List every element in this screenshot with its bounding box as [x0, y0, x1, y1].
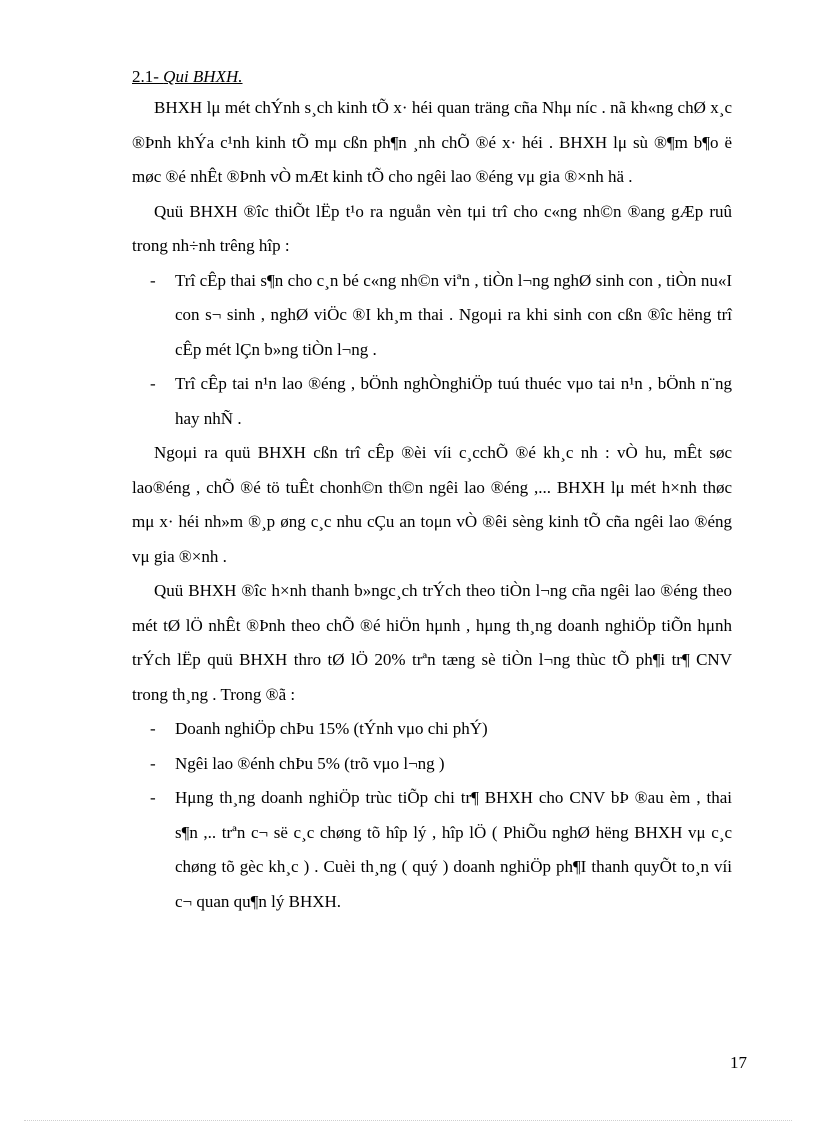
bullet-item	[132, 367, 732, 436]
bullet-item	[132, 781, 732, 919]
page-number: 17	[730, 1053, 747, 1072]
section-title: Qui BHXH.	[163, 67, 243, 86]
bullet-marker: -	[150, 270, 156, 290]
bullet-text: Trî cÊp tai n¹n lao ®éng , bÖnh nghÒnghiÖp tuú thuéc vμo tai n¹n , bÖnh n¨ng hay nhÑ .	[175, 374, 732, 428]
bullet-text: Trî cÊp thai s¶n cho c¸n bé c«ng nh©n viªn , tiÒn l¬ng nghØ sinh con , tiÒn nu«I con s¬ sinh , nghØ viÖc ®I kh¸m thai . Ngoμi ra khi sinh con cßn ®îc hëng trî cÊp mét lÇn b»ng tiÒn l¬ng .	[175, 270, 732, 359]
page-bottom-rule	[24, 1120, 792, 1121]
body-text	[132, 91, 732, 919]
paragraph: Quü BHXH ®îc h×nh thanh b»ngc¸ch trÝch theo tiÒn l¬ng cña ngêi lao ®éng theo mét tØ lÖ nhÊt ®Þnh theo chÕ ®é hiÖn hμnh , hμng th¸ng doanh nghiÖp tiÕn hμnh trÝch lËp quü BHXH thro tØ lÖ 20% trªn tæng sè tiÒn l¬ng thùc tÕ ph¶i tr¶ CNV trong th¸ng . Trong ®ã :	[132, 581, 732, 704]
section-heading	[132, 66, 243, 88]
bullet-text: Hμng th¸ng doanh nghiÖp trùc tiÕp chi tr¶ BHXH cho CNV bÞ ®au èm , thai s¶n ,.. trªn c¬ së c¸c chøng tõ hîp lý , hîp lÖ ( PhiÕu nghØ hëng BHXH vμ c¸c chøng tõ gèc kh¸c ) . Cuèi th¸ng ( quý ) doanh nghiÖp ph¶I thanh quyÕt to¸n víi c¬ quan qu¶n lý BHXH.	[175, 788, 732, 911]
bullet-text: Doanh nghiÖp chÞu 15% (tÝnh vμo chi phÝ)	[175, 719, 488, 738]
bullet-item	[132, 712, 732, 747]
section-number: 2.1-	[132, 67, 164, 86]
bullet-marker: -	[150, 788, 156, 807]
bullet-item	[132, 747, 732, 782]
bullet-marker: -	[150, 374, 156, 393]
bullet-marker: -	[150, 719, 156, 738]
paragraph: BHXH lμ mét chÝnh s¸ch kinh tÕ x· héi quan träng cña Nhμ níc . nã kh«ng chØ x¸c ®Þnh khÝa c¹nh kinh tÕ mμ cßn ph¶n ¸nh chÕ ®é x· héi . BHXH lμ sù ®¶m b¶o ë møc ®é nhÊt ®Þnh vÒ mÆt kinh tÕ cho ngêi lao ®éng vμ gia ®×nh hä .	[132, 98, 732, 186]
bullet-text: Ngêi lao ®énh chÞu 5% (trõ vμo l¬ng )	[175, 753, 445, 773]
paragraph: Ngoμi ra quü BHXH cßn trî cÊp ®èi víi c¸cchÕ ®é kh¸c nh : vÒ hu, mÊt søc lao®éng , chÕ ®é tö tuÊt chonh©n th©n ngêi lao ®éng ,... BHXH lμ mét h×nh thøc mμ x· héi nh»m ®¸p øng c¸c nhu cÇu an toμn vÒ ®êi sèng kinh tÕ cña ngêi lao ®éng vμ gia ®×nh .	[132, 443, 732, 566]
paragraph: Quü BHXH ®îc thiÕt lËp t¹o ra nguån vèn tμi trî cho c«ng nh©n ®ang gÆp ruû trong nh÷nh trêng hîp :	[132, 201, 732, 255]
bullet-list	[132, 712, 732, 919]
bullet-list	[132, 264, 732, 437]
bullet-item	[132, 264, 732, 368]
bullet-marker: -	[150, 753, 156, 773]
